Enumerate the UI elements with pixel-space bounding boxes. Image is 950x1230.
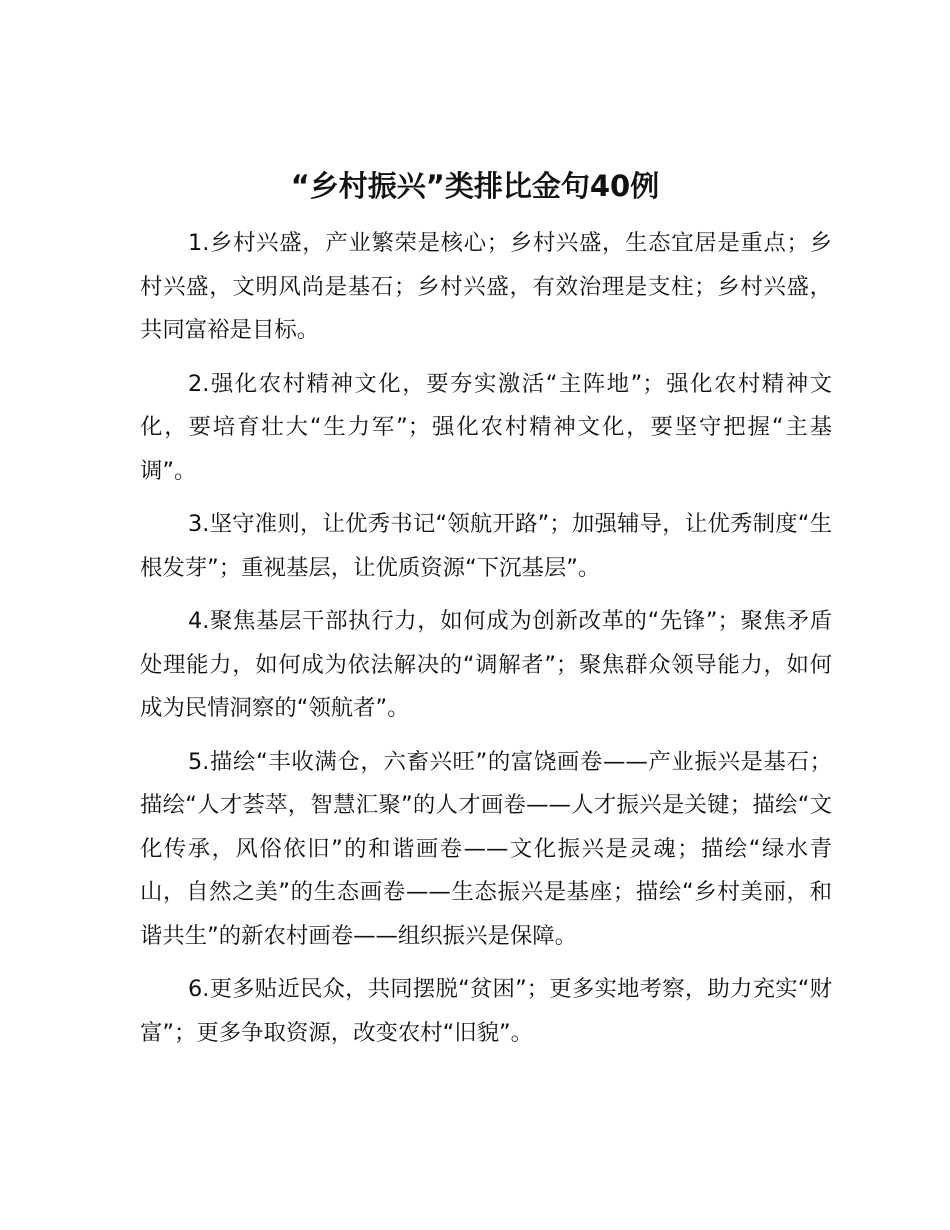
paragraph-3: 3.坚守准则，让优秀书记“领航开路”；加强辅导，让优秀制度“生根发芽”；重视基层，让优质资源“下沉基层”。	[140, 511, 832, 581]
paragraph-4: 4.聚焦基层干部执行力，如何成为创新改革的“先锋”；聚焦矛盾处理能力，如何成为依法解决的“调解者”；聚焦群众领导能力，如何成为民情洞察的“领航者”。	[140, 608, 832, 721]
paragraph-2: 2.强化农村精神文化，要夯实激活“主阵地”；强化农村精神文化，要培育壮大“生力军”；强化农村精神文化，要坚守把握“主基调”。	[140, 370, 832, 484]
paragraph-5: 5.描绘“丰收满仓，六畜兴旺”的富饶画卷——产业振兴是基石；描绘“人才荟萃，智慧汇聚”的人才画卷——人才振兴是关键；描绘“文化传承，风俗依旧”的和谐画卷——文化振兴是灵魂；描绘“绿水青山，自然之美”的生态画卷——生态振兴是基座；描绘“乡村美丽，和谐共生”的新农村画卷——组织振兴是保障。	[140, 748, 832, 949]
paragraph-6: 6.更多贴近民众，共同摆脱“贫困”；更多实地考察，助力充实“财富”；更多争取资源，改变农村“旧貌”。	[140, 976, 832, 1046]
document-body	[140, 222, 832, 1065]
paragraph-1: 1.乡村兴盛，产业繁荣是核心；乡村兴盛，生态宜居是重点；乡村兴盛，文明风尚是基石；乡村兴盛，有效治理是支柱；乡村兴盛，共同富裕是目标。	[140, 230, 832, 343]
document-title: “乡村振兴”类排比金句40例	[290, 169, 660, 203]
